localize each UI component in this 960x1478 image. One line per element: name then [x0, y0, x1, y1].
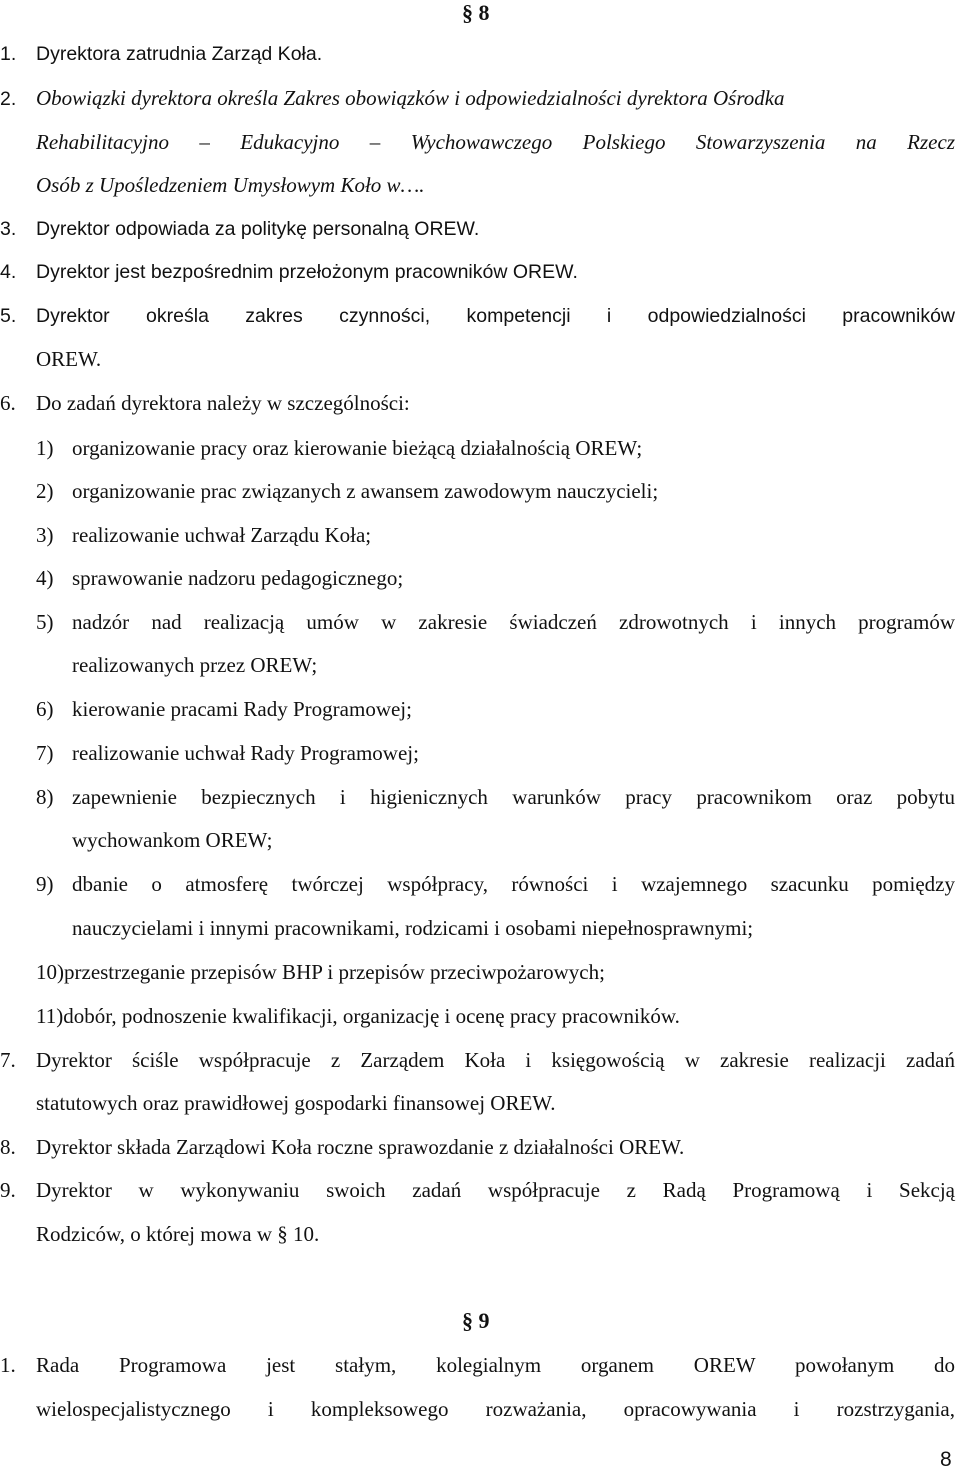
section-9-item-1-line-2: wielospecjalistycznego i kompleksowego rozważania, opracowywania i rozstrzygania,: [36, 1397, 955, 1421]
subitem-number: 2): [36, 479, 54, 503]
item-5-line-2: OREW.: [36, 347, 102, 371]
item-text-line: Obowiązki dyrektora określa Zakres obowiązków i odpowiedzialności dyrektora Ośrodka: [36, 86, 785, 110]
item-text: Dyrektor składa Zarządowi Koła roczne sprawozdanie z działalności OREW.: [36, 1135, 685, 1159]
item-7: [0, 1047, 36, 1073]
item-number: 6.: [0, 391, 16, 415]
item-number: 1.: [0, 43, 17, 65]
subitem-text: przestrzeganie przepisów BHP i przepisów przeciwpożarowych;: [64, 960, 605, 984]
item-2-line-2: Rehabilitacyjno – Edukacyjno – Wychowawczego Polskiego Stowarzyszenia na Rzecz: [36, 130, 955, 154]
item-5-line-1: Dyrektor określa zakres czynności, kompetencji i odpowiedzialności pracowników: [36, 305, 955, 327]
item-number: 7.: [0, 1048, 16, 1072]
subitem-text: organizowanie pracy oraz kierowanie bieżącą działalnością OREW;: [72, 436, 643, 460]
section-8-heading: § 8: [462, 0, 490, 25]
item-1: [0, 41, 322, 67]
item-text: Dyrektor jest bezpośrednim przełożonym pracowników OREW.: [36, 261, 578, 283]
subitem-2: [36, 478, 658, 504]
item-number: 5.: [0, 305, 17, 327]
item-6: [0, 390, 410, 416]
subitem-number: 1): [36, 436, 54, 460]
item-number: 2.: [0, 88, 17, 110]
item-7-line-2: statutowych oraz prawidłowej gospodarki finansowej OREW.: [36, 1091, 556, 1115]
subitem-1: [36, 435, 642, 461]
subitem-3: [36, 522, 371, 548]
subitem-8-line-2: wychowankom OREW;: [72, 828, 273, 852]
subitem-5-line-1: nadzór nad realizacją umów w zakresie świadczeń zdrowotnych i innych programów: [72, 610, 955, 634]
item-2: [0, 85, 955, 112]
subitem-number: 10): [36, 960, 64, 984]
subitem-10: [36, 959, 605, 985]
section-9-item-1: [0, 1352, 36, 1378]
subitem-number: 4): [36, 566, 54, 590]
subitem-4: [36, 565, 403, 591]
item-number: 4.: [0, 261, 17, 283]
subitem-8-line-1: zapewnienie bezpiecznych i higienicznych warunków pracy pracownikom oraz pobytu: [72, 785, 955, 809]
subitem-5-line-2: realizowanych przez OREW;: [72, 653, 318, 677]
item-2-line-3: Osób z Upośledzeniem Umysłowym Koło w….: [36, 173, 425, 197]
item-text: Dyrektora zatrudnia Zarząd Koła.: [36, 43, 323, 65]
subitem-11: [36, 1003, 680, 1029]
subitem-9: [36, 871, 72, 897]
subitem-number: 11): [36, 1004, 64, 1028]
subitem-text: realizowanie uchwał Zarządu Koła;: [72, 523, 372, 547]
item-number: 1.: [0, 1353, 16, 1377]
subitem-5: [36, 609, 72, 635]
item-9-line-2: Rodziców, o której mowa w § 10.: [36, 1222, 320, 1246]
page-number: 8: [940, 1448, 952, 1471]
subitem-text: kierowanie pracami Rady Programowej;: [72, 697, 412, 721]
item-9: [0, 1177, 36, 1203]
subitem-6: [36, 696, 412, 722]
subitem-number: 8): [36, 785, 54, 809]
item-text: Dyrektor odpowiada za politykę personalną OREW.: [36, 218, 480, 240]
subitem-number: 9): [36, 872, 54, 896]
item-number: 8.: [0, 1135, 16, 1159]
item-4: [0, 259, 578, 285]
item-9-line-1: Dyrektor w wykonywaniu swoich zadań współpracuje z Radą Programową i Sekcją: [36, 1178, 955, 1202]
item-5: [0, 303, 36, 329]
subitem-text: sprawowanie nadzoru pedagogicznego;: [72, 566, 404, 590]
item-text: Do zadań dyrektora należy w szczególności:: [36, 391, 410, 415]
subitem-number: 7): [36, 741, 54, 765]
subitem-8: [36, 784, 72, 810]
subitem-number: 6): [36, 697, 54, 721]
item-8: [0, 1134, 684, 1160]
item-number: 9.: [0, 1178, 16, 1202]
subitem-number: 5): [36, 610, 54, 634]
subitem-7: [36, 740, 419, 766]
subitem-text: realizowanie uchwał Rady Programowej;: [72, 741, 419, 765]
subitem-text: organizowanie prac związanych z awansem zawodowym nauczycieli;: [72, 479, 659, 503]
subitem-text: dobór, podnoszenie kwalifikacji, organizację i ocenę pracy pracowników.: [63, 1004, 680, 1028]
item-7-line-1: Dyrektor ściśle współpracuje z Zarządem Koła i księgowością w zakresie realizacji zadań: [36, 1048, 955, 1072]
section-9-heading: § 9: [462, 1308, 490, 1333]
subitem-9-line-1: dbanie o atmosferę twórczej współpracy, równości i wzajemnego szacunku pomiędzy: [72, 872, 955, 896]
subitem-9-line-2: nauczycielami i innymi pracownikami, rodzicami i osobami niepełnosprawnymi;: [72, 916, 754, 940]
item-number: 3.: [0, 218, 17, 240]
subitem-number: 3): [36, 523, 54, 547]
section-9-item-1-line-1: Rada Programowa jest stałym, kolegialnym organem OREW powołanym do: [36, 1353, 955, 1377]
item-3: [0, 216, 479, 242]
